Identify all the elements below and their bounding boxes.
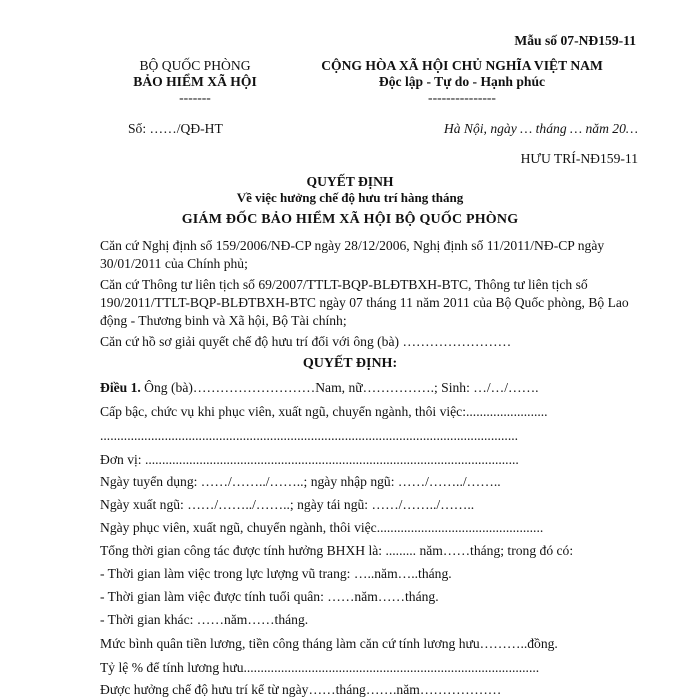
header-left-divider: ------- [179, 90, 211, 105]
field-line: Ngày tuyển dụng: ……/……../……..; ngày nhập ngũ: ……/……../…….. [100, 474, 501, 489]
header-left [100, 58, 290, 106]
document-code: HƯU TRÍ-NĐ159-11 [520, 151, 638, 166]
article-1 [100, 380, 539, 396]
field-line: Ngày phục viên, xuất ngũ, chuyển ngành, thôi việc................................................. [100, 520, 544, 535]
article-1-text: Ông (bà)………………………Nam, nữ…………….; Sinh: …/…/……. [140, 380, 539, 395]
agency-name: BẢO HIỂM XÃ HỘI [133, 74, 257, 89]
header-right [282, 58, 642, 106]
header-right-divider: --------------- [428, 90, 496, 105]
basis-paragraph-3: Căn cứ hồ sơ giải quyết chế độ hưu trí đối với ông (bà) …………………… [100, 334, 512, 349]
field-line: Được hưởng chế độ hưu trí kể từ ngày……tháng…….năm……………… [100, 682, 502, 697]
form-code: Mẫu số 07-NĐ159-11 [514, 33, 636, 48]
decide-heading: QUYẾT ĐỊNH: [302, 356, 398, 371]
article-1-label: Điều 1. [100, 380, 141, 395]
field-line: Đơn vị: .............................................................................................................. [100, 452, 519, 467]
field-line: - Thời gian làm việc trong lực lượng vũ trang: …..năm…..tháng. [100, 566, 452, 581]
field-line: Tỷ lệ % để tính lương hưu....................................................................................... [100, 660, 540, 675]
field-line: - Thời gian khác: ……năm……tháng. [100, 612, 309, 627]
document-date: Hà Nội, ngày … tháng … năm 20… [443, 121, 638, 136]
field-line: Cấp bậc, chức vụ khi phục viên, xuất ngũ, chuyển ngành, thôi việc:........................ [100, 404, 548, 419]
field-line: Tổng thời gian công tác được tính hưởng BHXH là: ......... năm……tháng; trong đó có: [100, 543, 574, 558]
field-line: - Thời gian làm việc được tính tuổi quân: ……năm……tháng. [100, 589, 439, 604]
issuer-title: GIÁM ĐỐC BẢO HIỂM XÃ HỘI BỘ QUỐC PHÒNG [181, 212, 519, 227]
basis-paragraph-2: Căn cứ Thông tư liên tịch số 69/2007/TTLT-BQP-BLĐTBXH-BTC, Thông tư liên tịch số 190/2011/TTLT-BQP-BLĐTBXH-BTC ngày 07 tháng 11 năm 2011 của Bộ Quốc phòng, Bộ Lao động - Thương binh và Xã hội, Bộ Tài chính; [100, 277, 629, 328]
ministry-name: BỘ QUỐC PHÒNG [139, 58, 251, 73]
national-motto: Độc lập - Tự do - Hạnh phúc [378, 74, 546, 89]
basis-paragraph-1: Căn cứ Nghị định số 159/2006/NĐ-CP ngày 28/12/2006, Nghị định số 11/2011/NĐ-CP ngày 30/01/2011 của Chính phủ; [100, 238, 605, 271]
country-name: CỘNG HÒA XÃ HỘI CHỦ NGHĨA VIỆT NAM [321, 58, 603, 73]
document-title: QUYẾT ĐỊNH [306, 174, 394, 189]
field-line: Mức bình quân tiền lương, tiền công tháng làm căn cứ tính lương hưu………..đồng. [100, 636, 558, 651]
document-subtitle: Về việc hưởng chế độ hưu trí hàng tháng [236, 190, 464, 205]
field-line: Ngày xuất ngũ: ……/……../……..; ngày tái ngũ: ……/……../…….. [100, 497, 475, 512]
document-number: Số: ……/QĐ-HT [128, 121, 223, 136]
field-line: ........................................................................................................................... [100, 428, 519, 443]
